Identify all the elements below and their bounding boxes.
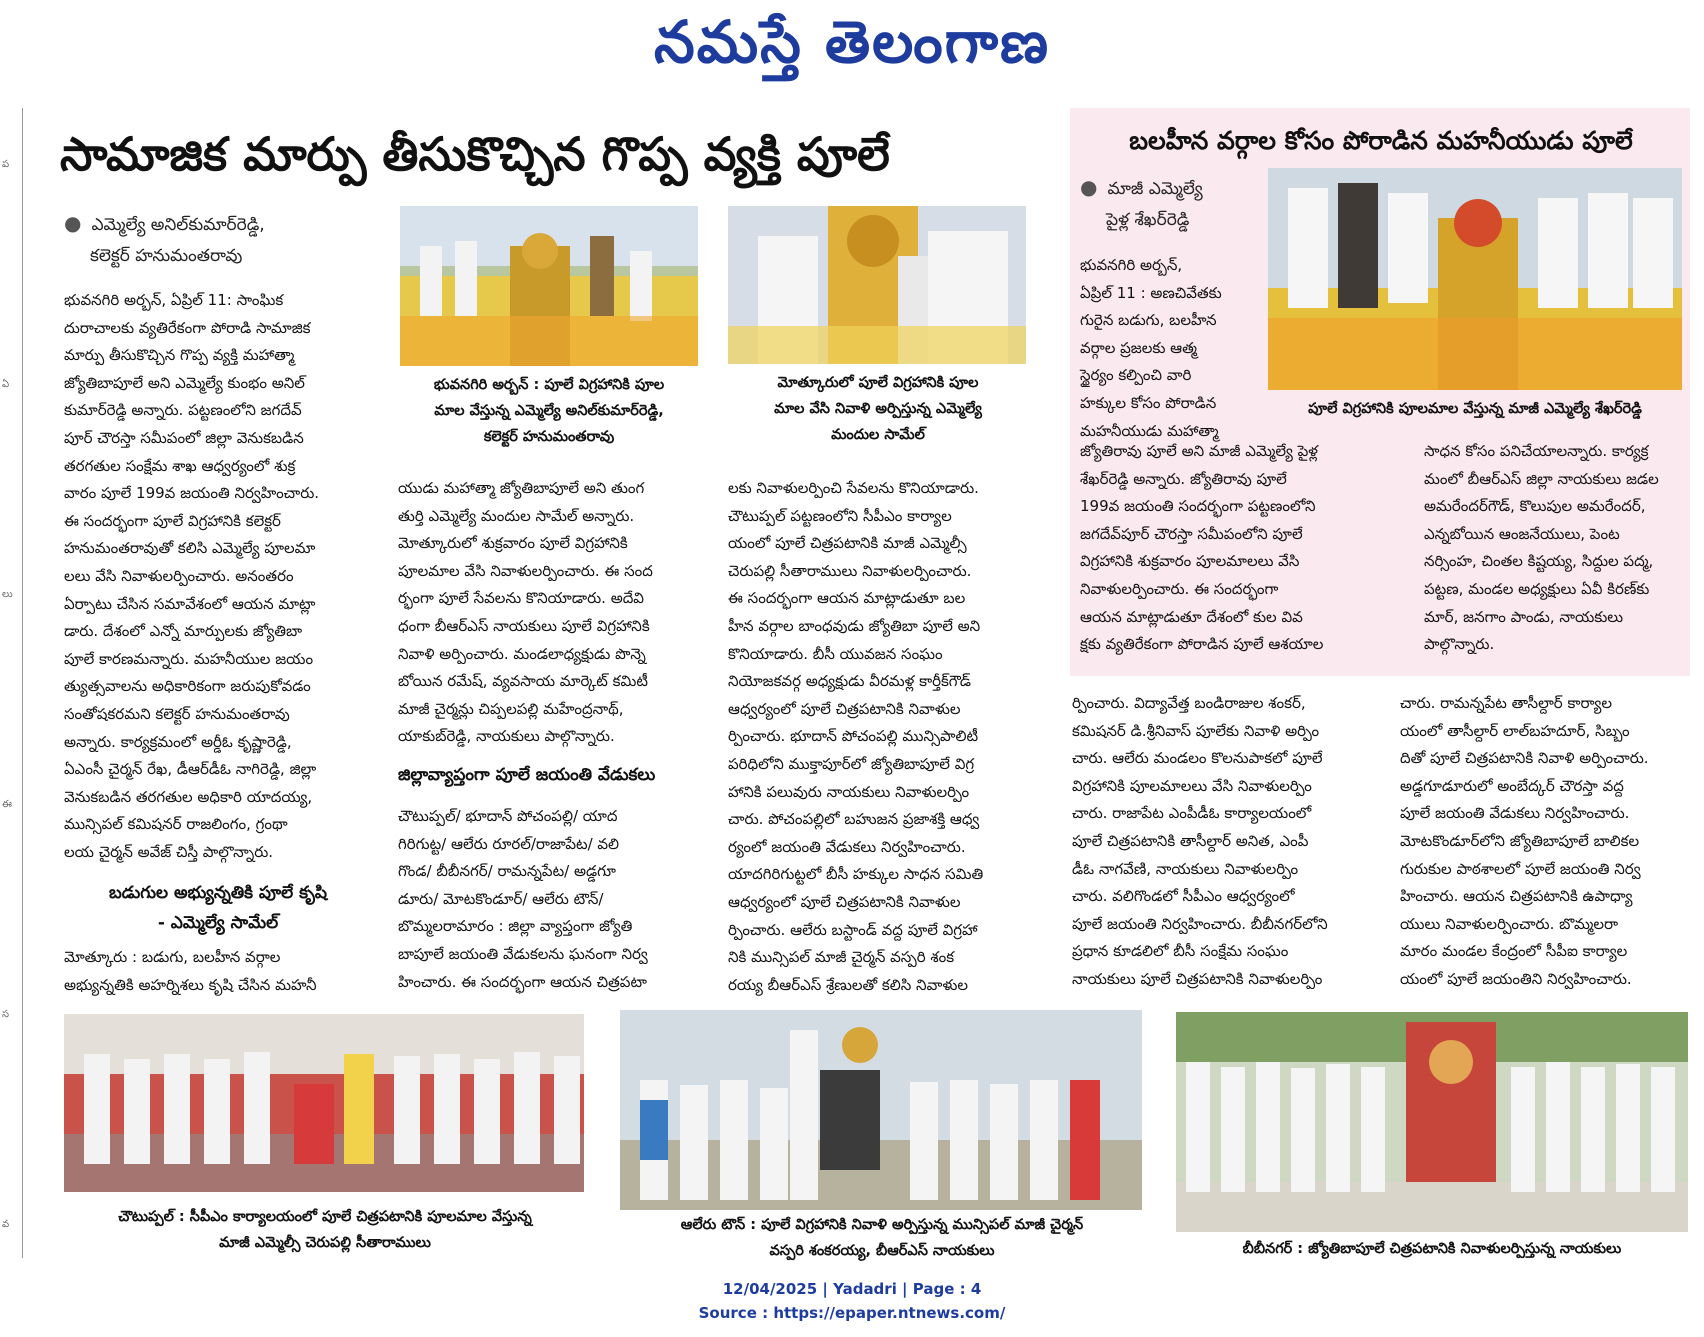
- caption-line: మోత్కూరులో పూలే విగ్రహానికి పూల: [777, 375, 979, 391]
- bottom-photo-2-caption: [612, 1212, 1152, 1264]
- bottom-photo-3-caption: బీబీనగర్ : జ్యోతిబాపూలే చిత్రపటానికి నివాళులర్పిస్తున్న నాయకులు: [1242, 1241, 1622, 1257]
- story1-headline: సామాజిక మార్పు తీసుకొచ్చిన గొప్ప వ్యక్తి పూలే: [60, 127, 890, 181]
- story1-column-1b: మోత్కూరు : బడుగు, బలహీన వర్గాల అభ్యున్నతికి అహర్నిశలు కృషి చేసిన మహనీ: [64, 948, 317, 994]
- caption-line: కలెక్టర్ హనుమంతరావు: [483, 429, 615, 445]
- caption-line: మాజీ ఎమ్మెల్సీ చెరుపల్లి సీతారాములు: [219, 1235, 431, 1251]
- bottom-photo-1-caption: [60, 1204, 590, 1256]
- margin-fragment: వ: [2, 1219, 10, 1230]
- caption-line: మాల వేసి నివాళి అర్పిస్తున్న ఎమ్మెల్యే: [774, 401, 982, 417]
- photo-aleru-town-statue: [620, 1010, 1142, 1210]
- subheadline-line: - ఎమ్మెల్యే సామేల్: [157, 913, 279, 933]
- story1-column-2: యుడు మహాత్మా జ్యోతిబాపూలే అని తుంగ తుర్తి ఎమ్మెల్యే మందుల సామేల్ అన్నారు. మోత్కూరులో శుక్రవారం పూలే విగ్రహానికి పూలమాల వేసి నివాళులర్పించారు. ఈ సంద ర్భంగా పూలే సేవలను కొనియాడారు. అదేవి ధంగా బీఆర్ఎస్ నాయకులు పూలే విగ్రహానికి నివాళి అర్పించారు. మండలాధ్యక్షుడు పొన్నె బోయిన రమేష్, వ్యవసాయ మార్కెట్ కమిటీ మాజీ చైర్మన్లు చిప్పలపల్లి మహేంద్రనాథ్, యాకుబ్‌రెడ్డి, నాయకులు పాల్గొన్నారు.: [398, 479, 653, 746]
- margin-fragment: లు: [2, 589, 13, 600]
- bullet-icon: ●: [1080, 175, 1098, 199]
- masthead-logo: నమస్తే తెలంగాణ: [654, 8, 1050, 76]
- byline-line: మాజీ ఎమ్మెల్యే: [1107, 179, 1203, 199]
- story1-column-4: ర్పించారు. విద్యావేత్త బండిరాజుల శంకర్, కమిషనర్ డి.శ్రీనివాస్ పూలేకు నివాళి అర్పిం చారు. ఆలేరు మండలం కొలనుపాకలో పూలే విగ్రహానికి పూలమాలలు వేసి నివాళులర్పిం చారు. రాజాపేట ఎంపీడీఓ కార్యాలయంలో పూలే చిత్రపటానికి తాసీల్దార్ అనిత, ఎంపీ డీఓ నాగవేణి, నాయకులు నివాళులర్పిం చారు. వలిగొండలో సీపీఎం ఆధ్వర్యంలో పూలే జయంతి నిర్వహించారు. బీబీనగర్‌లోని ప్రధాన కూడలిలో బీసీ సంక్షేమ సంఘం నాయకులు పూలే చిత్రపటానికి నివాళులర్పిం: [1072, 694, 1328, 988]
- story1-column-3: లకు నివాళులర్పించి సేవలను కొనియాడారు. చౌటుప్పల్ పట్టణంలోని సీపీఎం కార్యాల యంలో పూలే చిత్రపటానికి మాజీ ఎమ్మెల్సీ చెరుపల్లి సీతారాములు నివాళులర్పించారు. ఈ సందర్భంగా ఆయన మాట్లాడుతూ బల హీన వర్గాల బాంధవుడు జ్యోతిబా పూలే అని కొనియాడారు. బీసీ యువజన సంఘం నియోజకవర్గ అధ్యక్షుడు వీరమళ్ల కార్తీక్‌గౌడ్ ఆధ్వర్యంలో పూలే చిత్రపటానికి నివాళుల ర్పించారు. భూదాన్ పోచంపల్లి మున్సిపాలిటీ పరిధిలోని ముక్తాపూర్‌లో జ్యోతిబాపూలే విగ్ర హానికి పలువురు నాయకులు నివాళులర్పిం చారు. పోచంపల్లిలో బహుజన ప్రజాశక్తి ఆధ్వ ర్యంలో జయంతి వేడుకలు నిర్వహించారు. యాదగిరిగుట్టలో బీసీ హక్కుల సాధన సమితి ఆధ్వర్యంలో పూలే చిత్రపటానికి నివాళుల ర్పించారు. ఆలేరు బస్టాండ్ వద్ద పూలే విగ్రహా నికి మున్సిపల్ మాజీ చైర్మన్ వస్పరి శంక రయ్య బీఆర్ఎస్ శ్రేణులతో కలిసి నివాళుల: [728, 479, 984, 994]
- footer-date-edition: 12/04/2025 | Yadadri | Page : 4: [722, 1280, 982, 1298]
- story2-byline: [1080, 172, 1260, 236]
- caption-line: మాల వేస్తున్న ఎమ్మెల్యే అనిల్‌కుమార్‌రెడ్డి,: [434, 403, 664, 419]
- caption-line: చౌటుప్పల్ : సీపీఎం కార్యాలయంలో పూలే చిత్రపటానికి పూలమాల వేస్తున్న: [118, 1209, 532, 1225]
- footer-source: Source : https://epaper.ntnews.com/: [698, 1304, 1006, 1322]
- story1-subheadline: [64, 878, 372, 938]
- story1-column-1: భువనగిరి అర్బన్, ఏప్రిల్ 11: సాంఘిక దురాచాలకు వ్యతిరేకంగా పోరాడి సామాజిక మార్పు తీసుకొచ్చిన గొప్ప వ్యక్తి మహాత్మా జ్యోతిబాపూలే అని ఎమ్మెల్యే కుంభం అనిల్ కుమార్‌రెడ్డి అన్నారు. పట్టణంలోని జగదేవ్ పూర్ చౌరస్తా సమీపంలో జిల్లా వెనుకబడిన తరగతుల సంక్షేమ శాఖ ఆధ్వర్యంలో శుక్ర వారం పూలే 199వ జయంతి నిర్వహించారు. ఈ సందర్భంగా పూలే విగ్రహానికి కలెక్టర్ హనుమంతరావుతో కలిసి ఎమ్మెల్యే పూలమా లలు వేసి నివాళులర్పించారు. అనంతరం ఏర్పాటు చేసిన సమావేశంలో ఆయన మాట్లా డారు. దేశంలో ఎన్నో మార్పులకు జ్యోతిబా పూలే కారణమన్నారు. మహనీయుల జయం త్యుత్సవాలను అధికారికంగా జరుపుకోవడం సంతోషకరమని కలెక్టర్ హనుమంతరావు అన్నారు. కార్యక్రమంలో అర్డీఓ కృష్ణారెడ్డి, ఏఎంసీ చైర్మన్ రేఖ, డీఆర్‌డీఓ నాగిరెడ్డి, జిల్లా వెనుకబడిన తరగతుల అధికారి యాదయ్య, మున్సిపల్ కమిషనర్ రాజలింగం, గ్రంథా లయ చైర్మన్ అవేజ్ చిస్తీ పాల్గొన్నారు.: [64, 291, 320, 861]
- story2-column-a: భువనగిరి అర్బన్, ఏప్రిల్ 11 : అణచివేతకు గురైన బడుగు, బలహీన వర్గాల ప్రజలకు ఆత్మ స్థైర్యం కల్పించి వారి హక్కుల కోసం పోరాడిన మహనీయుడు మహాత్మా: [1080, 256, 1222, 440]
- caption-line: వస్పరి శంకరయ్య, బీఆర్ఎస్ నాయకులు: [769, 1243, 995, 1259]
- photo-shekar-reddy-garland: [1268, 168, 1682, 390]
- margin-fragment: ఈ: [2, 799, 12, 810]
- margin-fragment: ప: [2, 159, 10, 170]
- margin-fragment: ఏ: [2, 379, 10, 390]
- bullet-icon: ●: [64, 211, 82, 235]
- story2-photo-caption: పూలే విగ్రహానికి పూలమాల వేస్తున్న మాజీ ఎమ్మెల్యే శేఖర్‌రెడ్డి: [1308, 401, 1642, 417]
- photo-phule-statue-bhuvanagiri: [400, 206, 698, 366]
- photo-bibinagar-leaders: [1176, 1012, 1688, 1232]
- left-margin-strip: [0, 108, 23, 1258]
- byline-line: ఎమ్మెల్యే అనిల్‌కుమార్‌రెడ్డి,: [91, 215, 265, 235]
- story2-column-c: సాధన కోసం పనిచేయాలన్నారు. కార్యక్ర మంలో బీఆర్ఎస్ జిల్లా నాయకులు జడల అమరేందర్‌గౌడ్, కొలుపుల అమరేందర్, ఎన్నబోయిన ఆంజనేయులు, పెంట నర్సింహ, చింతల కిష్టయ్య, సిద్దుల పద్మ, పట్టణ, మండల అధ్యక్షులు ఏవీ కిరణ్‌కు మార్, జనగాం పాండు, నాయకులు పాల్గొన్నారు.: [1424, 442, 1659, 654]
- photo2-caption: [728, 370, 1028, 448]
- story2-headline: బలహీన వర్గాల కోసం పోరాడిన మహనీయుడు పూలే: [1129, 126, 1633, 155]
- story1-column-5: చారు. రామన్నపేట తాసీల్దార్ కార్యాల యంలో తాసీల్దార్ లాల్‌బహదూర్, సిబ్బం దితో పూలే చిత్రపటానికి నివాళి అర్పించారు. అడ్డగూడూరులో అంబేద్కర్ చౌరస్తా వద్ద పూలే జయంతి వేడుకలు నిర్వహించారు. మోటకొండూర్‌లోని జ్యోతిబాపూలే బాలికల గురుకుల పాఠశాలలో పూలే జయంతి నిర్వ హించారు. ఆయన చిత్రపటానికి ఉపాధ్యా యులు నివాళులర్పించారు. బొమ్మలరా మారం మండల కేంద్రంలో సీపీఐ కార్యాల యంలో పూలే జయంతిని నిర్వహించారు.: [1400, 694, 1649, 988]
- caption-line: ఆలేరు టౌన్ : పూలే విగ్రహానికి నివాళి అర్పిస్తున్న మున్సిపల్ మాజీ చైర్మన్: [680, 1217, 1084, 1233]
- margin-fragment: స: [2, 1009, 10, 1020]
- byline-line: పైళ్ల శేఖర్‌రెడ్డి: [1106, 210, 1190, 230]
- photo-phule-statue-mothkur: [728, 206, 1026, 364]
- story1-byline: [64, 208, 394, 272]
- subheadline-line: బడుగుల అభ్యున్నతికి పూలే కృషి: [109, 883, 327, 903]
- story1-column-2b: చౌటుప్పల్/ భూదాన్ పోచంపల్లి/ యాద గిరిగుట్ట/ ఆలేరు రూరల్/రాజాపేట/ వలి గొండ/ బీబీనగర్/ రామన్నపేట/ అడ్డగూ డూరు/ మోటకొండూర్/ ఆలేరు టౌన్/ బొమ్మలరామారం : జిల్లా వ్యాప్తంగా జ్యోతి బాపూలే జయంతి వేడుకలను ఘనంగా నిర్వ హించారు. ఈ సందర్భంగా ఆయన చిత్రపటా: [398, 807, 648, 991]
- story2-column-b: జ్యోతిరావు పూలే అని మాజీ ఎమ్మెల్యే పైళ్ల శేఖర్‌రెడ్డి అన్నారు. జ్యోతిరావు పూలే 199వ జయంతి సందర్భంగా పట్టణంలోని జగదేవ్‌పూర్ చౌరస్తా సమీపంలోని పూలే విగ్రహానికి శుక్రవారం పూలమాలలు వేసి నివాళులర్పించారు. ఈ సందర్భంగా ఆయన మాట్లాడుతూ దేశంలో కుల వివ క్షకు వ్యతిరేకంగా పోరాడిన పూలే ఆశయాల: [1080, 442, 1324, 654]
- caption-line: మందుల సామేల్: [831, 427, 925, 443]
- photo1-caption: [398, 372, 700, 450]
- story1-column-2-subhead: జిల్లావ్యాప్తంగా పూలే జయంతి వేడుకలు: [398, 765, 656, 785]
- byline-line: కలెక్టర్ హనుమంతరావు: [90, 246, 243, 266]
- photo-choutuppal-cpm-office: [64, 1014, 584, 1192]
- caption-line: భువనగిరి అర్బన్ : పూలే విగ్రహానికి పూల: [433, 377, 665, 393]
